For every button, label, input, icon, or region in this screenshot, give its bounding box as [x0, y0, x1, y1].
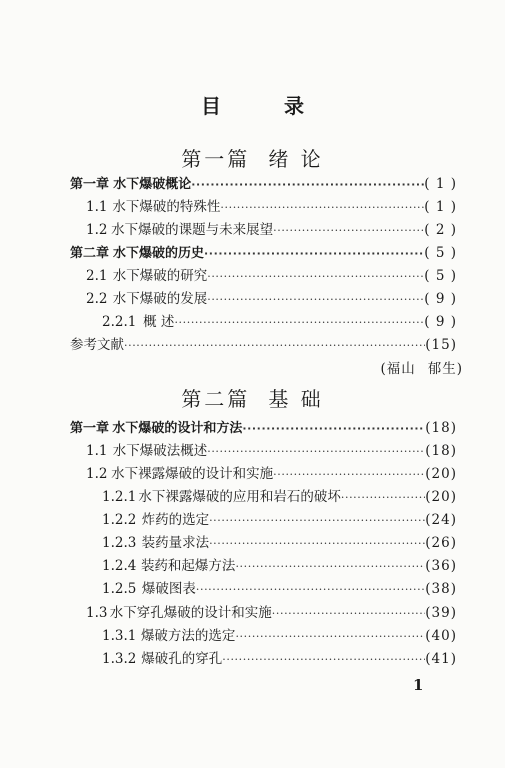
page-title: 目 录	[201, 94, 332, 118]
toc-entry: 第二章 水下爆破的历史 ····· ( 5 )	[70, 243, 457, 263]
toc-entry: 参考文献 ····· (15)	[70, 335, 457, 355]
toc-entry: 1.2.1 水下裸露爆破的应用和岩石的破坏 ····· (20)	[102, 487, 457, 507]
part-1-name: 绪 论	[268, 147, 324, 171]
toc-entry: 2.2 水下爆破的发展 ····· ( 9 )	[86, 289, 457, 309]
toc-entry: 第一章 水下爆破的设计和方法 ····· (18)	[70, 418, 457, 438]
toc-entry: 1.2.2 炸药的选定 ····· (24)	[102, 510, 457, 530]
toc-entry: 1.1 水下爆破法概述 ····· (18)	[86, 441, 457, 461]
toc-entry: 第一章 水下爆破概论 ····· ( 1 )	[70, 174, 457, 194]
toc-entry: 1.2 水下爆破的课题与未来展望 ····· ( 2 )	[86, 220, 457, 240]
toc-entry: 2.1 水下爆破的研究 ····· ( 5 )	[86, 266, 457, 286]
part-1-label: 第一篇	[181, 147, 251, 171]
toc-entry: 1.3 水下穿孔爆破的设计和实施 ····· (39)	[86, 603, 457, 623]
toc-entry: 1.2.3 装药量求法 ····· (26)	[102, 533, 457, 553]
author-credit: (福山 郁生)	[380, 361, 463, 377]
part-1-title	[0, 143, 505, 172]
toc-entry: 1.3.2 爆破孔的穿孔 ····· (41)	[102, 649, 457, 669]
toc-entry: 1.1 水下爆破的特殊性 ····· ( 1 )	[86, 197, 457, 217]
part-2-name: 基 础	[268, 387, 324, 411]
toc-entry: 1.2.5 爆破图表 ····· (38)	[102, 579, 457, 599]
toc-entry: 1.2 水下裸露爆破的设计和实施 ····· (20)	[86, 464, 457, 484]
page-number: 1	[413, 676, 424, 694]
toc-entry: 2.2.1 概 述 ····· ( 9 )	[102, 312, 457, 332]
toc-entry: 1.2.4 装药和起爆方法 ····· (36)	[102, 556, 457, 576]
part-2-label: 第二篇	[181, 387, 251, 411]
toc-entry: 1.3.1 爆破方法的选定 ····· (40)	[102, 626, 457, 646]
part-2-title	[0, 383, 505, 412]
